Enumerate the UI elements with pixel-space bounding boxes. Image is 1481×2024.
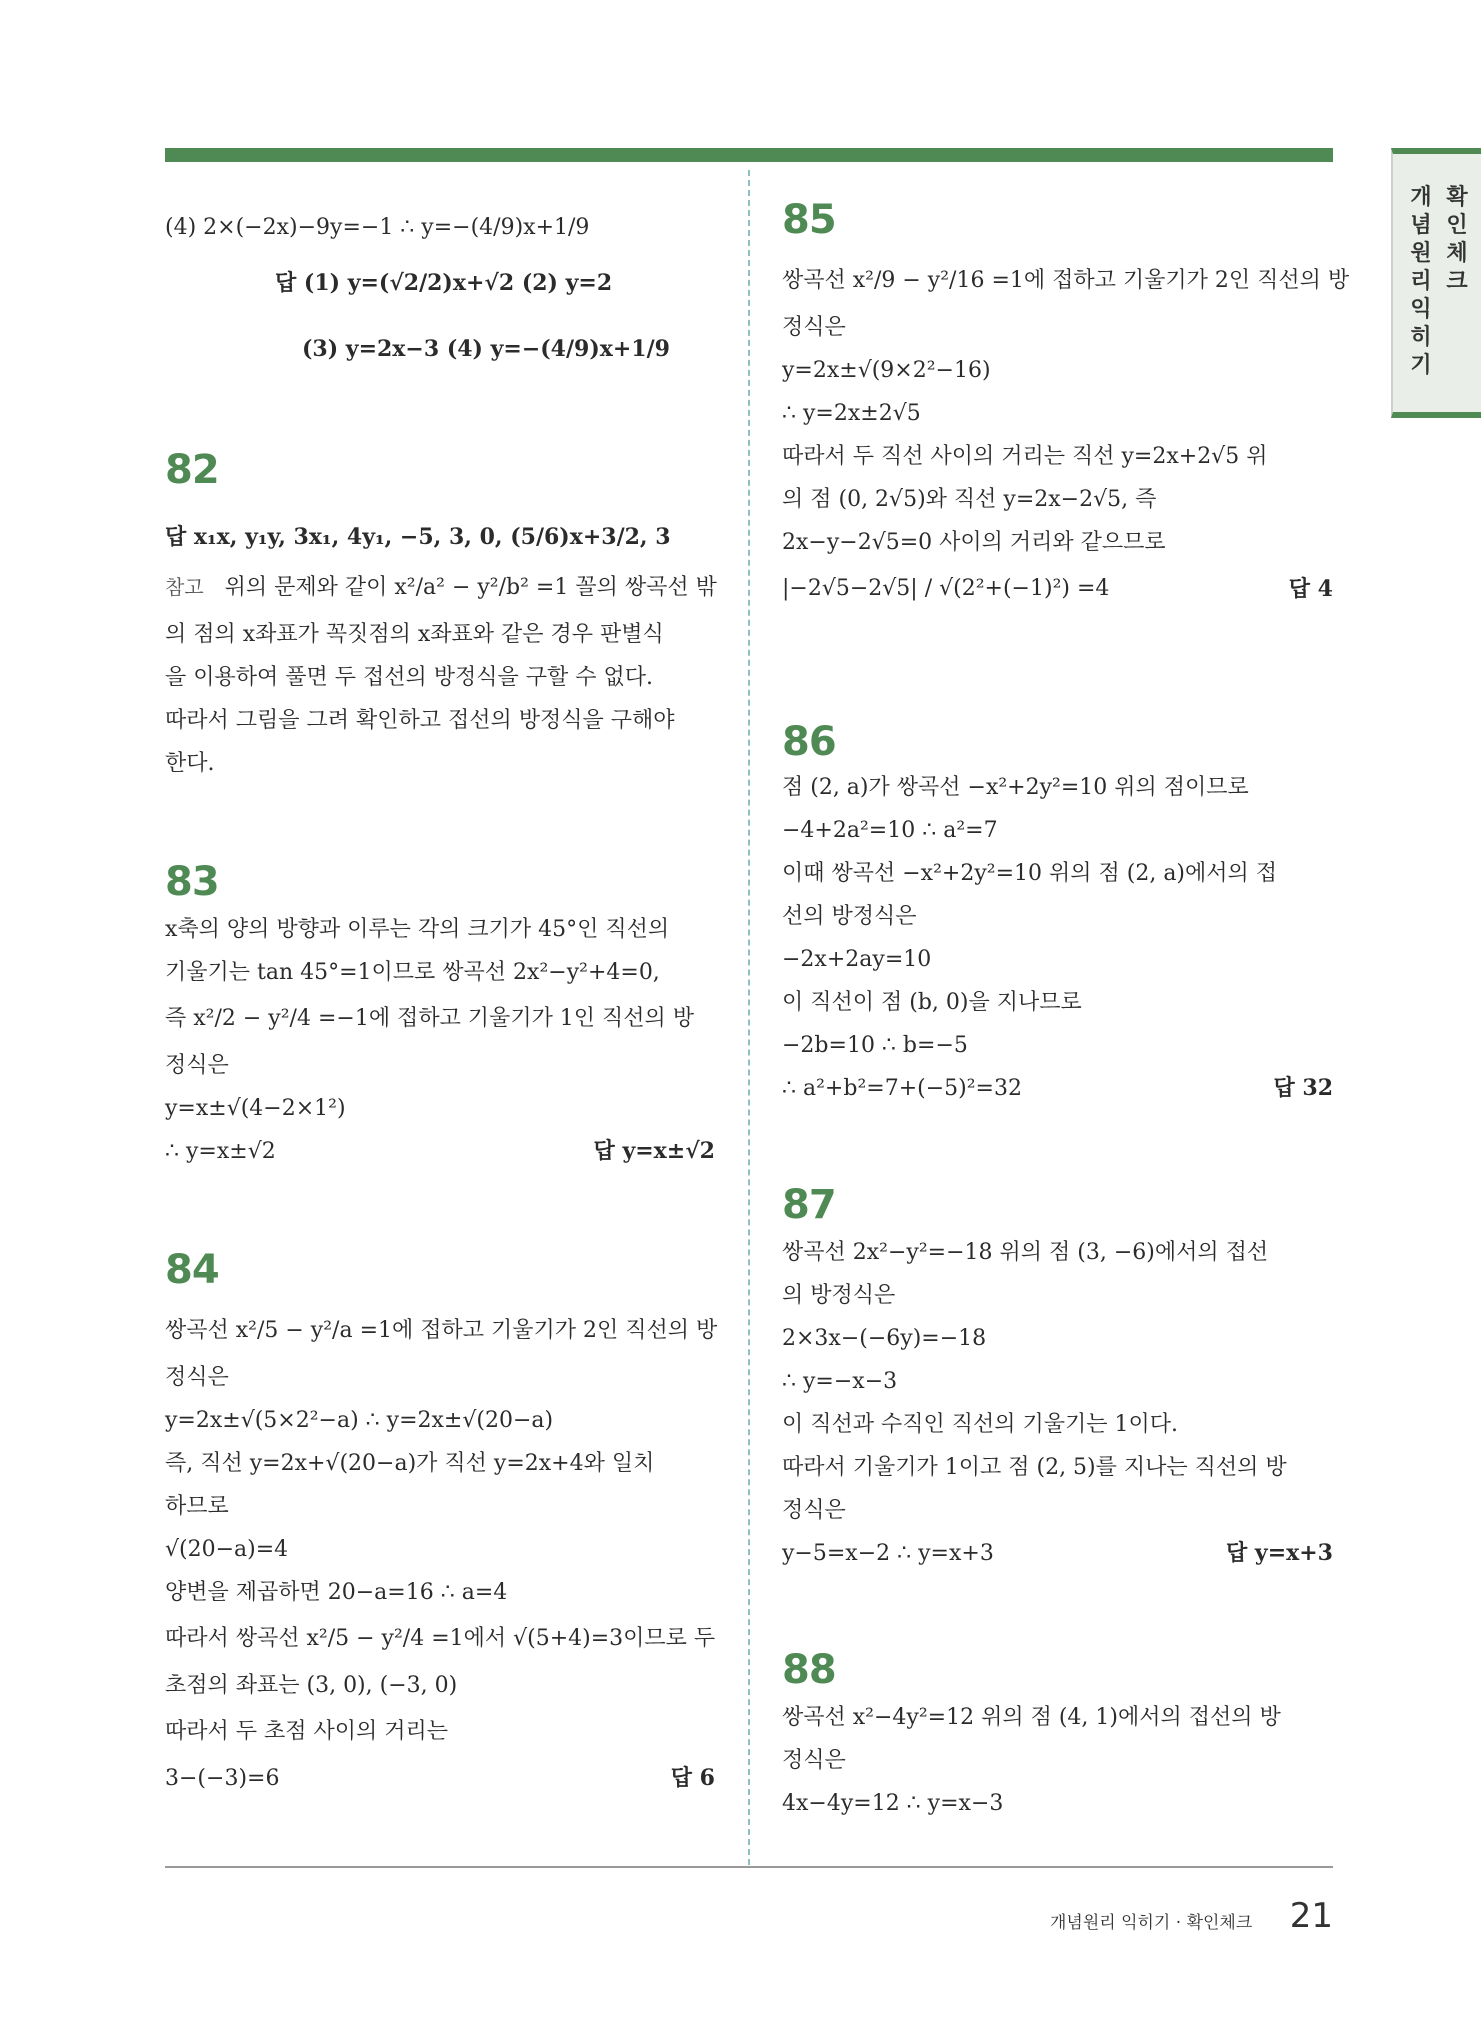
solution-line: 따라서 두 직선 사이의 거리는 직선 y=2x+2√5 위 [782, 444, 1268, 469]
side-tab-label-1: 개념원리 익히기 [1410, 185, 1432, 378]
side-chapter-tab [1391, 148, 1481, 418]
solution-line: 정식은 [782, 1748, 846, 1773]
solution-line: −2x+2ay=10 [782, 947, 932, 972]
solution-line: 2x−y−2√5=0 사이의 거리와 같으므로 [782, 530, 1166, 555]
problem-87 [782, 1183, 1333, 1575]
problem-number: 86 [782, 719, 836, 765]
solution-line: y−5=x−2 ∴ y=x+3 [782, 1541, 994, 1566]
problem-85 [782, 197, 1350, 614]
problem-88 [782, 1648, 1333, 1825]
problem-83 [165, 860, 715, 1173]
solution-line: 선의 방정식은 [782, 904, 917, 929]
solution-line: 쌍곡선 x²/5 − y²/a =1에 접하고 기울기가 2인 직선의 방 [165, 1318, 718, 1343]
solution-line: 점 (2, a)가 쌍곡선 −x²+2y²=10 위의 점이므로 [782, 775, 1249, 800]
solution-line: 따라서 두 초점 사이의 거리는 [165, 1719, 448, 1744]
solution-line: 정식은 [165, 1053, 229, 1078]
note-label: 참고 [165, 575, 204, 599]
answer-line: 답 y=x±√2 [593, 1138, 715, 1164]
solution-line: 하므로 [165, 1494, 229, 1519]
solution-line: 즉, 직선 y=2x+√(20−a)가 직선 y=2x+4와 일치 [165, 1451, 655, 1476]
solution-line: 3−(−3)=6 [165, 1766, 280, 1791]
solution-line: 기울기는 tan 45°=1이므로 쌍곡선 2x²−y²+4=0, [165, 960, 660, 985]
previous-solution [165, 206, 715, 381]
solution-line: ∴ y=x±√2 [165, 1139, 276, 1164]
solution-line: |−2√5−2√5| / √(2²+(−1)²) =4 [782, 576, 1110, 601]
answer-line: 답 4 [1288, 576, 1333, 602]
note-text: 한다. [165, 751, 215, 776]
solution-line: 의 점 (0, 2√5)와 직선 y=2x−2√5, 즉 [782, 487, 1157, 512]
solution-line: 즉 x²/2 − y²/4 =−1에 접하고 기울기가 1인 직선의 방 [165, 1006, 695, 1031]
answer-line: 답 32 [1273, 1075, 1333, 1101]
solution-line: 정식은 [165, 1365, 229, 1390]
solution-line: 2×3x−(−6y)=−18 [782, 1326, 987, 1351]
solution-line: 쌍곡선 x²/9 − y²/16 =1에 접하고 기울기가 2인 직선의 방 [782, 268, 1350, 293]
note-text: 따라서 그림을 그려 확인하고 접선의 방정식을 구해야 [165, 708, 675, 733]
side-tab-label-2: 확인체크 [1446, 185, 1468, 294]
solution-line: y=2x±√(5×2²−a) ∴ y=2x±√(20−a) [165, 1408, 554, 1433]
solution-line: −2b=10 ∴ b=−5 [782, 1033, 968, 1058]
solution-line: 4x−4y=12 ∴ y=x−3 [782, 1791, 1004, 1816]
problem-number: 82 [165, 447, 219, 493]
solution-line: (4) 2×(−2x)−9y=−1 ∴ y=−(4/9)x+1/9 [165, 215, 590, 240]
problem-number: 88 [782, 1647, 836, 1693]
problem-86 [782, 720, 1333, 1110]
solution-line: ∴ y=2x±2√5 [782, 401, 921, 426]
answer-line: (3) y=2x−3 (4) y=−(4/9)x+1/9 [302, 336, 670, 362]
page-footer [1050, 1896, 1333, 1936]
solution-line: 의 방정식은 [782, 1283, 896, 1308]
column-divider [748, 170, 750, 1865]
problem-number: 84 [165, 1247, 219, 1293]
solution-line: 쌍곡선 2x²−y²=−18 위의 점 (3, −6)에서의 접선 [782, 1240, 1269, 1265]
solution-line: 따라서 쌍곡선 x²/5 − y²/4 =1에서 √(5+4)=3이므로 두 [165, 1626, 716, 1651]
top-accent-bar [165, 148, 1333, 162]
solution-line: 정식은 [782, 315, 846, 340]
solution-line: 이 직선과 수직인 직선의 기울기는 1이다. [782, 1412, 1178, 1437]
problem-number: 87 [782, 1182, 836, 1228]
solution-line: 이 직선이 점 (b, 0)을 지나므로 [782, 990, 1082, 1015]
problem-number: 85 [782, 197, 836, 243]
solution-line: ∴ a²+b²=7+(−5)²=32 [782, 1076, 1022, 1101]
solution-line: 쌍곡선 x²−4y²=12 위의 점 (4, 1)에서의 접선의 방 [782, 1705, 1281, 1730]
page-number: 21 [1289, 1896, 1333, 1936]
answer-line: 답 (1) y=(√2/2)x+√2 (2) y=2 [275, 270, 613, 296]
solution-line: y=x±√(4−2×1²) [165, 1096, 346, 1121]
solution-line: −4+2a²=10 ∴ a²=7 [782, 818, 998, 843]
footer-text: 개념원리 익히기 · 확인체크 [1050, 1913, 1253, 1933]
solution-line: 정식은 [782, 1498, 846, 1523]
note-text: 을 이용하여 풀면 두 접선의 방정식을 구할 수 없다. [165, 665, 653, 690]
note-text: 위의 문제와 같이 x²/a² − y²/b² =1 꼴의 쌍곡선 밖 [224, 575, 717, 600]
solution-line: 이때 쌍곡선 −x²+2y²=10 위의 점 (2, a)에서의 접 [782, 861, 1278, 886]
answer-line: 답 y=x+3 [1226, 1540, 1333, 1566]
problem-84 [165, 1247, 718, 1800]
problem-82 [165, 448, 715, 785]
answer-line: 답 6 [670, 1765, 715, 1791]
solution-line: √(20−a)=4 [165, 1537, 289, 1562]
note-text: 의 점의 x좌표가 꼭짓점의 x좌표와 같은 경우 판별식 [165, 622, 664, 647]
solution-line: 양변을 제곱하면 20−a=16 ∴ a=4 [165, 1580, 508, 1605]
solution-line: x축의 양의 방향과 이루는 각의 크기가 45°인 직선의 [165, 917, 670, 942]
bottom-rule [165, 1866, 1333, 1868]
problem-number: 83 [165, 859, 219, 905]
solution-line: y=2x±√(9×2²−16) [782, 358, 991, 383]
solution-line: 따라서 기울기가 1이고 점 (2, 5)를 지나는 직선의 방 [782, 1455, 1287, 1480]
solution-line: ∴ y=−x−3 [782, 1369, 898, 1394]
answer-line: 답 x₁x, y₁y, 3x₁, 4y₁, −5, 3, 0, (5/6)x+3/2, 3 [165, 524, 671, 550]
solution-line: 초점의 좌표는 (3, 0), (−3, 0) [165, 1673, 458, 1698]
